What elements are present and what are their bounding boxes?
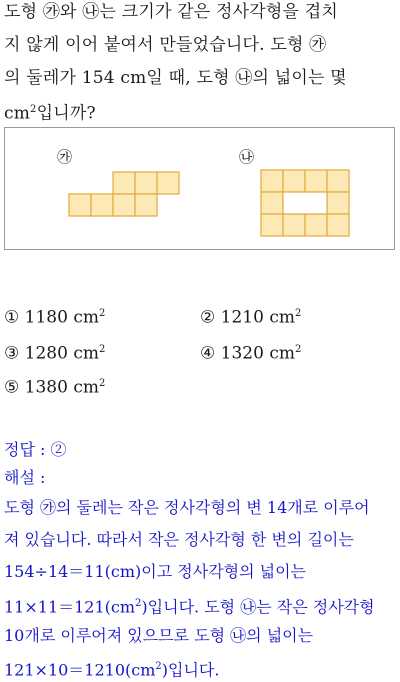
shape-a-cell <box>157 172 179 194</box>
question-line-3: 의 둘레가 154 cm일 때, 도형 ㉯의 넓이는 몇 <box>4 68 347 88</box>
choice-3[interactable]: ③ 1280 $cm^2$ <box>4 343 106 364</box>
figure-label-a: ㉮ <box>57 148 73 166</box>
question-line-4: $cm^2$입니까? <box>4 103 96 124</box>
shape-a-cell <box>113 194 135 216</box>
shape-a-cell <box>91 194 113 216</box>
explanation-line-4: $11\times 11=121(cm^2)$입니다. 도형 ㉯는 작은 정사각형 <box>4 597 375 617</box>
shape-a-cell <box>113 172 135 194</box>
shape-a-cell <box>135 172 157 194</box>
explanation-line-2: 져 있습니다. 따라서 작은 정사각형 한 변의 길이는 <box>4 530 354 549</box>
figure-svg <box>5 128 396 251</box>
explanation-line-3: 154÷14＝11(cm)이고 정사각형의 넓이는 <box>4 562 307 581</box>
figure-box <box>4 127 395 250</box>
shape-b-cell <box>283 170 305 192</box>
shape-b-cell <box>327 170 349 192</box>
explanation-line-1: 도형 ㉮의 둘레는 작은 정사각형의 변 14개로 이루어 <box>4 498 370 517</box>
shape-b-hole <box>283 192 327 214</box>
shape-b-cell <box>305 170 327 192</box>
answer-label: 정답 : ② <box>4 440 67 459</box>
shape-a-cell <box>69 194 91 216</box>
figure-label-b: ㉯ <box>239 148 255 166</box>
question-line-1: 도형 ㉮와 ㉯는 크기가 같은 정사각형을 겹치 <box>4 2 338 22</box>
shape-a <box>69 172 179 216</box>
shape-b-cell <box>261 192 283 214</box>
shape-b <box>261 170 349 236</box>
shape-b-cell <box>261 214 283 236</box>
shape-b-cell <box>283 214 305 236</box>
shape-b-cell <box>305 214 327 236</box>
shape-b-cell <box>261 170 283 192</box>
choice-2[interactable]: ② 1210 $cm^2$ <box>200 307 302 328</box>
shape-b-cell <box>327 214 349 236</box>
choice-4[interactable]: ④ 1320 $cm^2$ <box>200 343 302 364</box>
shape-b-cell <box>327 192 349 214</box>
choice-5[interactable]: ⑤ 1380 $cm^2$ <box>4 377 106 398</box>
choice-1[interactable]: ① 1180 $cm^2$ <box>4 307 106 328</box>
explanation-line-5: 10개로 이루어져 있으므로 도형 ㉯의 넓이는 <box>4 626 314 645</box>
explanation-label: 해설 : <box>4 468 46 487</box>
explanation-line-6: $121\times 10=1210(cm^2)$입니다. <box>4 660 220 680</box>
shape-a-cell <box>135 194 157 216</box>
question-line-2: 지 않게 이어 붙여서 만들었습니다. 도형 ㉮ <box>4 35 327 55</box>
